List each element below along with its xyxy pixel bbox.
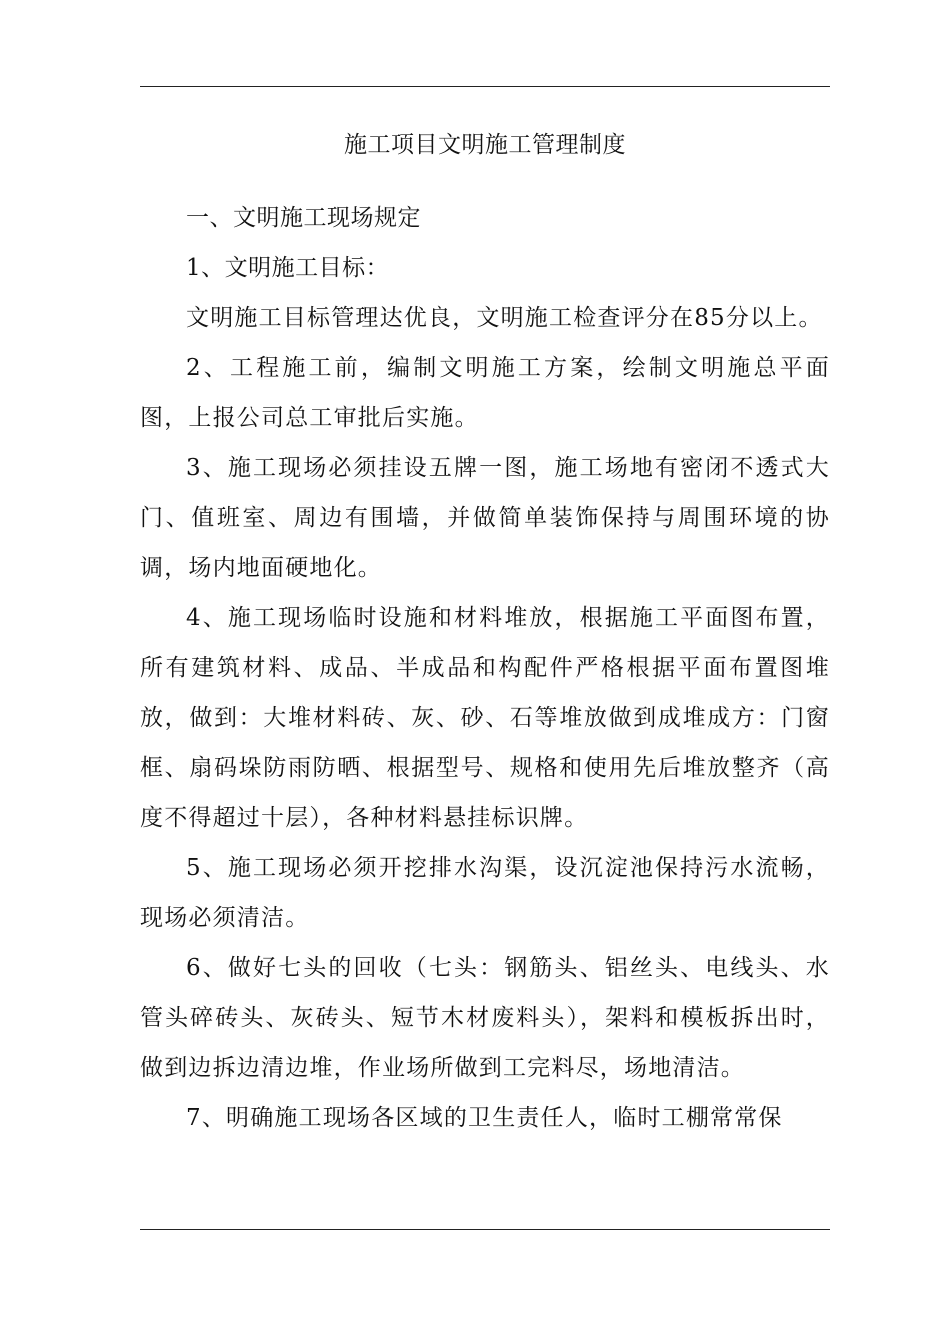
header-rule [140, 86, 830, 87]
footer-rule [140, 1229, 830, 1230]
paragraph-1-label: 1、文明施工目标： [186, 255, 390, 281]
paragraph-2: 2、工程施工前，编制文明施工方案，绘制文明施总平面图，上报公司总工审批后实施。 [140, 355, 830, 431]
paragraph-4: 4、施工现场临时设施和材料堆放，根据施工平面图布置，所有建筑材料、成品、半成品和构配件严格根据平面布置图堆放，做到：大堆材料砖、灰、砂、石等堆放做到成堆成方：门窗框、扇码垛防雨防晒、根据型号、规格和使用先后堆放整齐（高度不得超过十层），各种材料悬挂标识牌。 [140, 605, 830, 831]
document-title: 施工项目文明施工管理制度 [344, 132, 626, 158]
paragraph-3: 3、施工现场必须挂设五牌一图，施工场地有密闭不透式大门、值班室、周边有围墙，并做简单装饰保持与周围环境的协调，场内地面硬地化。 [140, 455, 830, 581]
section-heading: 一、文明施工现场规定 [186, 205, 421, 231]
paragraph-1-body: 文明施工目标管理达优良，文明施工检查评分在85分以上。 [186, 305, 823, 331]
paragraph-7: 7、明确施工现场各区域的卫生责任人，临时工棚常常保 [186, 1105, 783, 1131]
paragraph-5: 5、施工现场必须开挖排水沟渠，设沉淀池保持污水流畅，现场必须清洁。 [140, 855, 830, 931]
paragraph-6: 6、做好七头的回收（七头：钢筋头、铝丝头、电线头、水管头碎砖头、灰砖头、短节木材废料头），架料和模板拆出时，做到边拆边清边堆，作业场所做到工完料尽，场地清洁。 [140, 955, 830, 1081]
document-body [140, 120, 830, 1143]
